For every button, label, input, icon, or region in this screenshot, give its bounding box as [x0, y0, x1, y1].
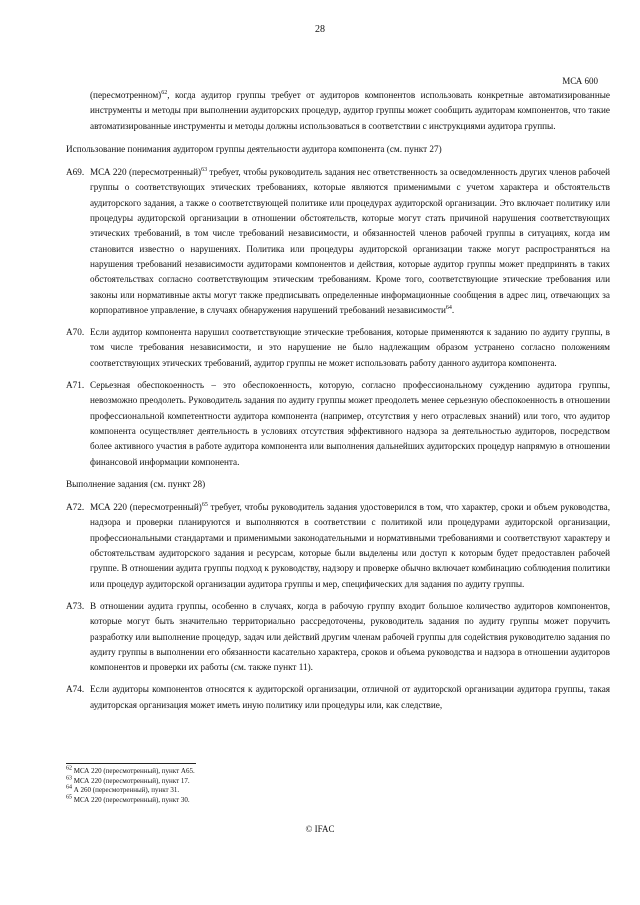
footnote-ref-63: 63	[201, 167, 208, 174]
document-body	[66, 88, 610, 720]
footnote-number: 65	[66, 794, 72, 801]
footnote-divider	[66, 763, 196, 764]
paragraph-label: A69.	[66, 167, 85, 178]
a72-text-a: МСА 220 (пересмотренный)	[90, 502, 202, 513]
footnote	[66, 777, 195, 787]
footnote	[66, 796, 195, 806]
footnote-text: А 260 (пересмотренный), пункт 31.	[73, 786, 180, 794]
a69-text-a: МСА 220 (пересмотренный)	[90, 167, 202, 178]
running-head: МСА 600	[562, 76, 598, 86]
a71-text: Серьезная обеспокоенность – это обеспокоенность, которую, согласно профессиональному суждению аудитора группы, невозможно преодолеть. Руководитель задания по аудиту группы может преодолеть менее серьезную обеспокоенность в отношении профессиональной компетентности аудитора компонента (например, отсутствия у него отраслевых знаний) или того, что аудитор компонента осуществляет деятельность в условиях отсутствия эффективного надзора за деятельностью аудиторов, посредством более активного участия в работе аудитора компонента или выполнения дальнейших аудиторских процедур напрямую в отношении финансовой информации компонента.	[90, 380, 610, 467]
paragraph-a69	[66, 165, 610, 318]
footnote-text: МСА 220 (пересмотренный), пункт 30.	[73, 795, 190, 804]
footnote	[66, 786, 195, 796]
continuation-text-a: (пересмотренном)	[90, 90, 162, 100]
page-footer: © IFAC	[305, 824, 335, 834]
footnote-number: 63	[66, 775, 72, 782]
paragraph-label: A71.	[66, 380, 85, 391]
a69-text-b: требует, чтобы руководитель задания нес ответственность за осведомленность других членов рабочей группы о соответствующих этических требованиях, которые являются применимыми с учетом характера и обстоятельств аудиторского задания, а также о соответствующей политике или процедурах аудиторской организации. Это включает политику или процедуры аудиторской организации в отношении обстоятельств, которые могут стать причиной нарушения соответствующих этических требований, в том числе требований независимости, и обязанностей членов рабочей группы в ситуациях, когда им становится известно о нарушениях. Политика или процедуры аудиторской организации также могут распространяться на нарушения требований независимости аудиторами компонентов и действия, которые аудитор группы может предпринять в таких обстоятельствах согласно соответствующим этическим требованиям. Кроме того, соответствующие этические требования или законы или нормативные акты могут также предписывать определенные информационные сообщения в адрес лиц, отвечающих за корпоративное управление, в случаях обнаружения нарушений требований независимости	[90, 167, 610, 315]
footnotes	[66, 767, 195, 805]
paragraph-label: A72.	[66, 502, 85, 513]
footnote-number: 64	[66, 784, 72, 791]
paragraph-label: A70.	[66, 327, 85, 338]
footnote	[66, 767, 195, 777]
a74-text: Если аудиторы компонентов относятся к аудиторской организации, отличной от аудиторской организации аудитора группы, такая аудиторская организация может иметь иную политику или процедуры или, как следствие,	[90, 684, 610, 710]
a73-text: В отношении аудита группы, особенно в случаях, когда в рабочую группу входит большое количество аудиторов компонентов, которые могут быть значительно территориально рассредоточены, руководитель задания по аудиту группы может поручить разработку или выполнение процедур, задач или действий другим членам рабочей группы для содействия руководителю задания по аудиту группы в выполнении его обязанности касательно характера, сроков и объема руководства и надзора в отношении аудиторов компонентов и проверки их работы (см. также пункт 11).	[90, 600, 610, 673]
paragraph-a70	[66, 325, 610, 371]
paragraph-a73	[66, 599, 610, 675]
page-number: 28	[315, 24, 325, 35]
section-heading-performance: Выполнение задания (см. пункт 28)	[66, 478, 206, 489]
paragraph-label: A74.	[66, 684, 85, 695]
a72-text-b: требует, чтобы руководитель задания удостоверился в том, что характер, сроки и объем руководства, надзора и проверки планируются и выполняются в соответствии с политикой или процедурами аудиторской организации, профессиональными стандартами и применимыми законодательными и нормативными требованиями и соответствуют характеру и обстоятельствам аудиторского задания и ресурсам, которые были выделены или доступ к которым будет предоставлен рабочей группе. В отношении аудита группы подход к руководству, надзору и проверке обычно включает комбинацию соблюдения политики или процедур аудиторской организации аудитора группы и мер, специфических для задания по аудиту группы.	[90, 502, 610, 589]
footnote-text: МСА 220 (пересмотренный), пункт А65.	[73, 767, 195, 775]
section-heading-understanding: Использование понимания аудитором группы деятельности аудитора компонента (см. пункт 27)	[66, 143, 442, 154]
paragraph-a74	[66, 682, 610, 713]
footnote-text: МСА 220 (пересмотренный), пункт 17.	[73, 776, 190, 785]
paragraph-label: A73.	[66, 600, 85, 611]
a70-text: Если аудитор компонента нарушил соответствующие этические требования, которые применяются к заданию по аудиту группы, в том числе требования независимости, и это нарушение не было надлежащим образом устранено согласно положениям соответствующих этических требований, аудитор группы не может использовать работу данного аудитора компонента.	[90, 327, 610, 368]
footnote-ref-64: 64	[445, 304, 452, 311]
a69-text-c: .	[451, 304, 455, 315]
footnote-ref-65: 65	[201, 502, 208, 509]
continuation-paragraph	[66, 88, 610, 134]
footnote-number: 62	[66, 765, 72, 772]
paragraph-a71	[66, 378, 610, 470]
continuation-text-b: , когда аудитор группы требует от аудиторов компонентов использовать конкретные автоматизированные инструменты и методы при выполнении аудиторских процедур, аудитор группы может сообщить аудиторам компонентов, что такие автоматизированные инструменты и методы должны использоваться в соответствии с инструкциями аудитора группы.	[90, 90, 610, 131]
footnote-ref-62: 62	[161, 89, 168, 96]
paragraph-a72	[66, 500, 610, 592]
